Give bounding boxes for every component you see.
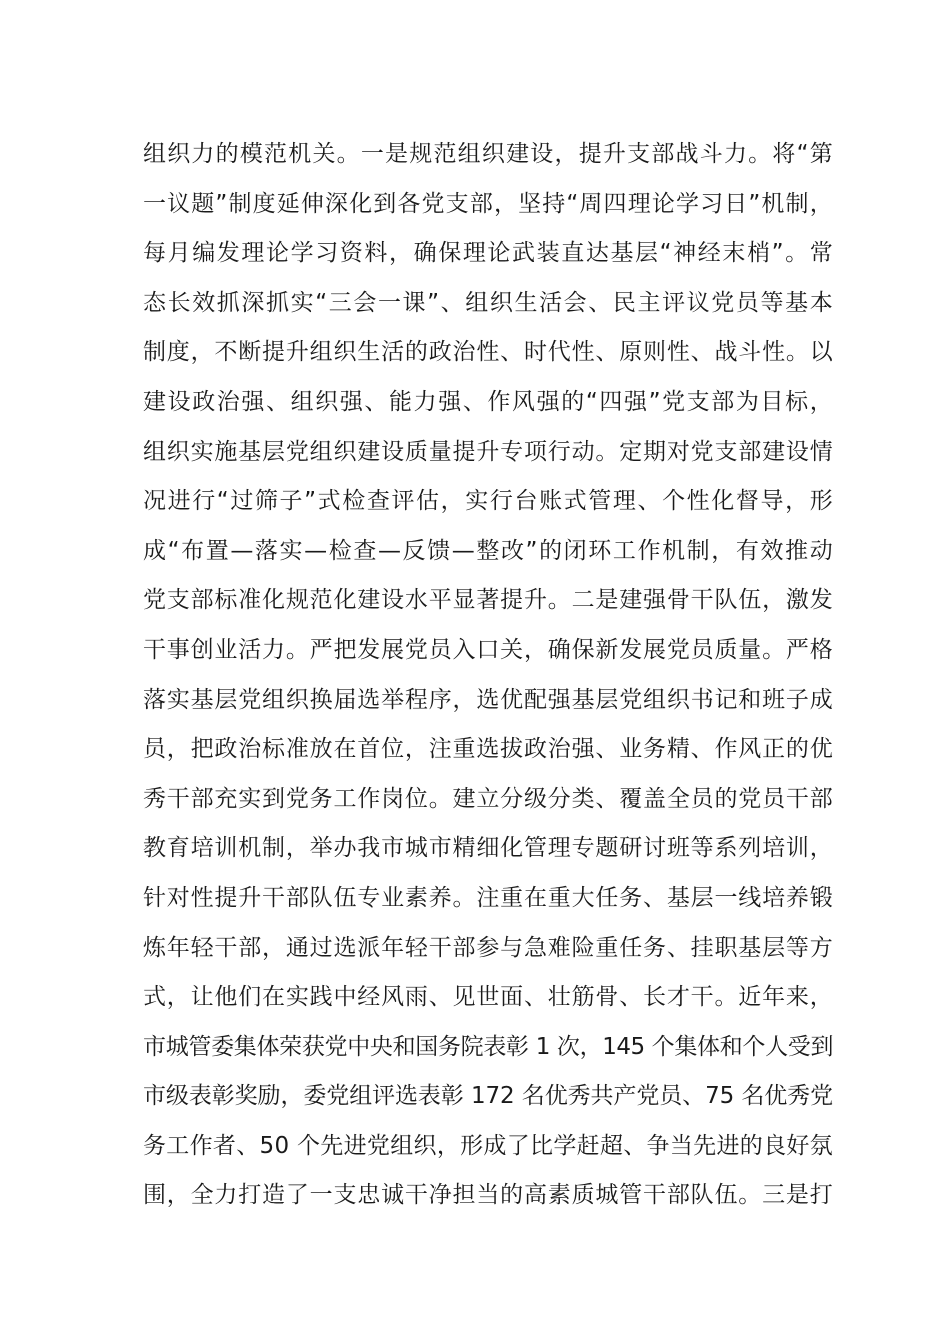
text-line: 党支部标准化规范化建设水平显著提升。二是建强骨干队伍，激发 — [143, 587, 833, 614]
text-line: 组织实施基层党组织建设质量提升专项行动。定期对党支部建设情 — [143, 438, 833, 465]
text-line: 员，把政治标准放在首位，注重选拔政治强、业务精、作风正的优 — [143, 736, 833, 763]
text-line: 针对性提升干部队伍专业素养。注重在重大任务、基层一线培养锻 — [143, 884, 833, 911]
text-line: 落实基层党组织换届选举程序，选优配强基层党组织书记和班子成 — [143, 686, 833, 713]
text-line: 况进行“过筛子”式检查评估，实行台账式管理、个性化督导，形 — [143, 488, 833, 515]
text-line: 态长效抓深抓实“三会一课”、组织生活会、民主评议党员等基本 — [143, 289, 833, 316]
text-line: 炼年轻干部，通过选派年轻干部参与急难险重任务、挂职基层等方 — [143, 934, 833, 961]
text-line: 务工作者、50 个先进党组织，形成了比学赶超、争当先进的良好氛 — [143, 1132, 833, 1159]
text-line: 式，让他们在实践中经风雨、见世面、壮筋骨、长才干。近年来， — [143, 984, 833, 1011]
text-line: 秀干部充实到党务工作岗位。建立分级分类、覆盖全员的党员干部 — [143, 785, 833, 812]
text-line: 干事创业活力。严把发展党员入口关，确保新发展党员质量。严格 — [143, 636, 833, 663]
text-line: 建设政治强、组织强、能力强、作风强的“四强”党支部为目标， — [143, 388, 833, 415]
body-text — [143, 130, 833, 1221]
text-line: 围，全力打造了一支忠诚干净担当的高素质城管干部队伍。三是打 — [143, 1182, 833, 1209]
text-line: 成“布置—落实—检查—反馈—整改”的闭环工作机制，有效推动 — [143, 537, 833, 564]
text-line: 市城管委集体荣获党中央和国务院表彰 1 次，145 个集体和个人受到 — [143, 1033, 833, 1060]
text-line: 每月编发理论学习资料，确保理论武装直达基层“神经末梢”。常 — [143, 240, 833, 267]
text-line: 一议题”制度延伸深化到各党支部，坚持“周四理论学习日”机制， — [143, 190, 833, 217]
text-line: 制度，不断提升组织生活的政治性、时代性、原则性、战斗性。以 — [143, 339, 833, 366]
text-line: 市级表彰奖励，委党组评选表彰 172 名优秀共产党员、75 名优秀党 — [143, 1083, 833, 1110]
text-line: 组织力的模范机关。一是规范组织建设，提升支部战斗力。将“第 — [143, 141, 833, 167]
text-line: 教育培训机制，举办我市城市精细化管理专题研讨班等系列培训， — [143, 835, 833, 862]
